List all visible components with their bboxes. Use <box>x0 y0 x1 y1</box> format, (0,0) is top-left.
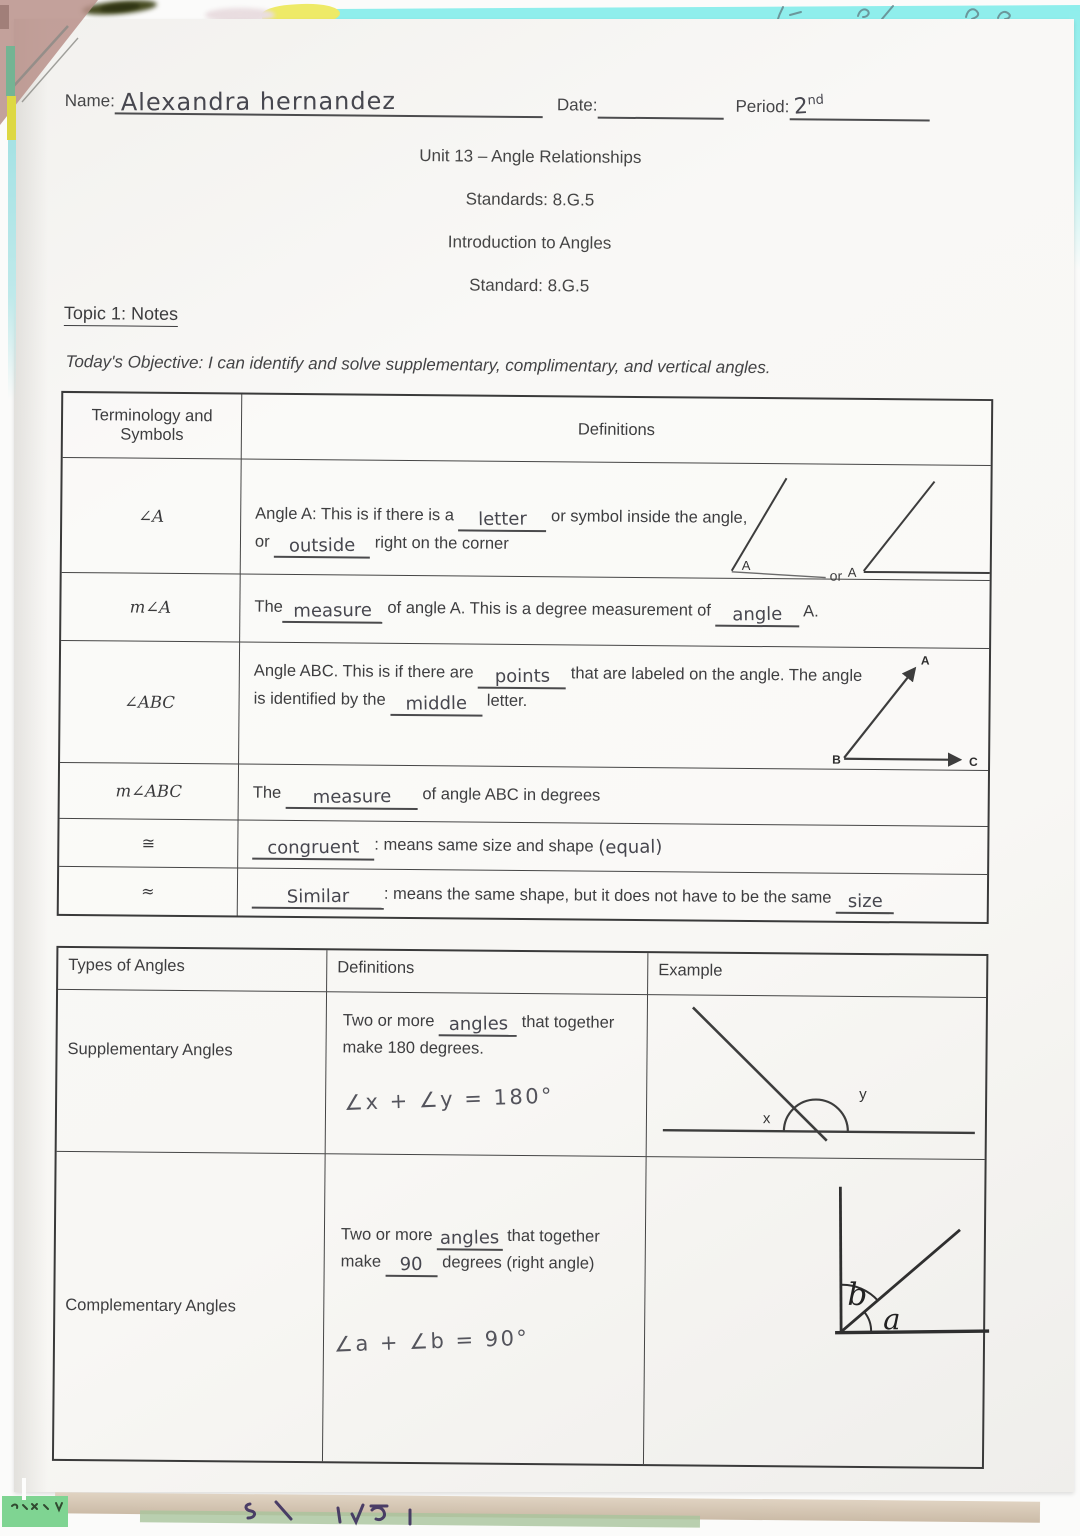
term-m-angle-a: m∠A <box>61 572 240 642</box>
worksheet-titles <box>63 143 996 323</box>
complementary-angles-diagram <box>811 1177 1003 1359</box>
topic-heading: Topic 1: Notes <box>64 303 178 325</box>
definition-m-angle-abc: The measure of angle ABC in degrees <box>238 763 988 826</box>
date-field <box>597 95 723 120</box>
svg-text:y: y <box>859 1085 867 1103</box>
definition-angle-a: Angle A: This is if there is a letter or symbol inside the angle, or outside right on the corner A or A <box>240 459 991 581</box>
svg-text:A: A <box>920 653 930 668</box>
complementary-example <box>643 1156 985 1467</box>
svg-text:C: C <box>969 754 978 769</box>
lesson-title: Introduction to Angles <box>447 232 612 253</box>
period-label: Period: <box>735 96 790 117</box>
supplementary-angles-diagram <box>647 995 987 1158</box>
fill-in-blank: measure <box>283 602 383 624</box>
definition-congruent: congruent : means same size and shape (equal) <box>237 819 987 874</box>
types-header-col2: Definitions <box>326 950 647 994</box>
fill-in-blank: size <box>836 893 894 914</box>
fill-in-blank: congruent <box>252 839 374 861</box>
yellow-tab-edge <box>7 96 16 140</box>
angle-abc-diagram <box>832 652 985 771</box>
fill-in-blank: measure <box>286 788 418 810</box>
fill-in-blank: angles <box>439 1015 517 1037</box>
supplementary-example <box>646 994 986 1159</box>
svg-text:x: x <box>762 1110 771 1128</box>
svg-text:A: A <box>741 557 751 573</box>
fill-in-blank: points <box>478 668 566 690</box>
fill-in-blank: angles <box>437 1229 503 1250</box>
svg-text:a: a <box>883 1302 901 1337</box>
svg-text:A: A <box>847 564 857 580</box>
fill-in-blank: letter <box>458 510 546 532</box>
objective-text: Today's Objective: I can identify and solve supplementary, complimentary, and vertical angles. <box>65 351 771 378</box>
period-field <box>789 92 929 121</box>
svg-text:b: b <box>847 1276 868 1314</box>
pencil-marks-bottom <box>90 1494 430 1526</box>
terminology-table <box>57 391 994 924</box>
complementary-label: Complementary Angles <box>54 1151 325 1461</box>
standards-line: Standards: 8.G.5 <box>465 189 595 210</box>
standard-line: Standard: 8.G.5 <box>469 275 590 296</box>
term-angle-abc: ∠ABC <box>60 640 239 764</box>
term-congruent-symbol: ≅ <box>59 818 237 868</box>
term-angle-a: ∠A <box>62 457 241 574</box>
svg-text:or: or <box>829 567 843 584</box>
handwritten-equation: ∠x + ∠y = 180° <box>343 1083 555 1115</box>
handwritten-period: 2nd <box>792 92 825 120</box>
complementary-definition: Two or more angles that together make 90 degrees (right angle) ∠a + ∠b = 90° <box>322 1153 646 1464</box>
fill-in-blank: middle <box>390 695 482 717</box>
fill-in-blank: Similar <box>252 888 384 910</box>
handwritten-note: (equal) <box>597 836 663 859</box>
term-similar-symbol: ≈ <box>59 866 237 916</box>
handwritten-name: Alexandra hernandez <box>120 86 397 117</box>
types-header-col1: Types of Angles <box>68 956 185 976</box>
green-tab-edge <box>6 46 15 96</box>
fill-in-blank: 90 <box>386 1256 438 1277</box>
supplementary-definition: Two or more angles that together make 180 degrees. ∠x + ∠y = 180° <box>325 991 647 1156</box>
term-m-angle-abc: m∠ABC <box>60 762 238 820</box>
fill-in-blank: angle <box>715 606 799 628</box>
definition-m-angle-a: The measure of angle A. This is a degree measurement of angle A. <box>239 573 990 648</box>
cyan-tab-edge <box>8 140 16 400</box>
unit-title: Unit 13 – Angle Relationships <box>419 146 642 167</box>
definition-similar: Similar : means the same shape, but it does not have to be the same size <box>237 867 987 922</box>
types-header-col3: Example <box>647 953 986 997</box>
terminology-header-col2: Definitions <box>241 395 992 466</box>
svg-text:B: B <box>832 752 841 767</box>
page-bottom-edge <box>22 1478 26 1500</box>
fill-in-blank: outside <box>274 537 370 559</box>
worksheet-page <box>14 19 1074 1492</box>
name-label: Name: <box>64 90 115 111</box>
definition-angle-abc: Angle ABC. This is if there are points that are labeled on the angle. The angle is identified by the middle letter. A B C <box>238 641 989 770</box>
terminology-header-col1: Terminology and Symbols <box>91 406 213 445</box>
corner-crease-lines <box>0 0 110 130</box>
types-of-angles-table <box>52 946 988 1469</box>
pencil-marks-green-sticky <box>6 1498 70 1518</box>
name-field <box>115 84 543 118</box>
worksheet-header <box>65 84 997 122</box>
date-label: Date: <box>556 95 598 115</box>
angle-a-diagram <box>722 474 1005 584</box>
supplementary-label: Supplementary Angles <box>57 989 326 1153</box>
handwritten-equation: ∠a + ∠b = 90° <box>333 1325 530 1357</box>
